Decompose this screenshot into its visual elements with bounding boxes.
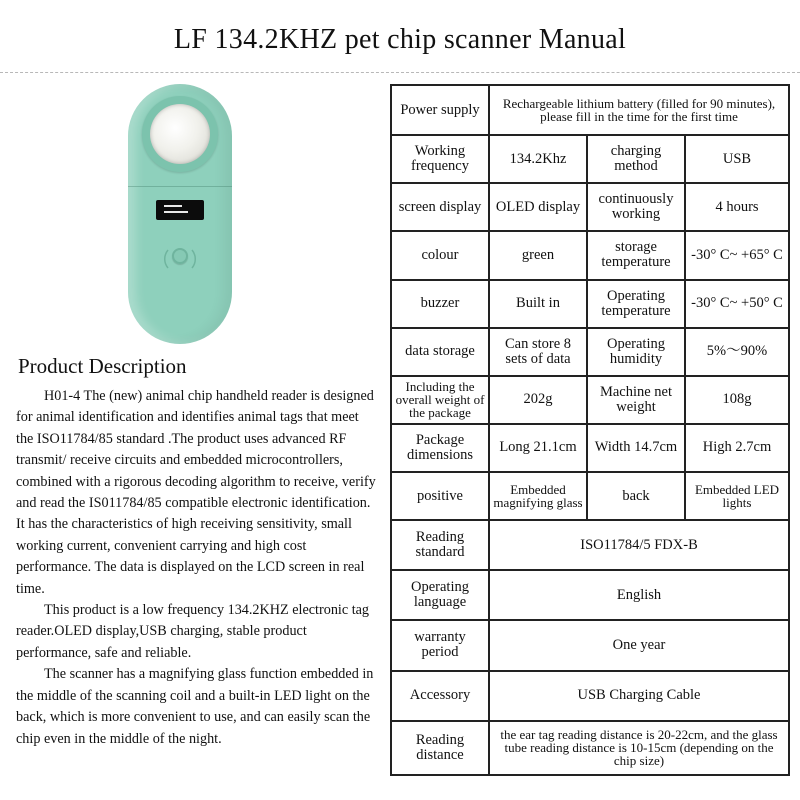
table-row	[391, 620, 789, 670]
spec-value: -30° C~ +50° C	[685, 280, 789, 328]
spec-label: Reading distance	[391, 721, 489, 775]
spec-label: Operating humidity	[587, 328, 685, 376]
spec-label: Package dimensions	[391, 424, 489, 472]
spec-label: Working frequency	[391, 135, 489, 183]
spec-label: storage temperature	[587, 231, 685, 279]
description-body	[16, 386, 378, 750]
table-row	[391, 135, 789, 183]
spec-label: Including the overall weight of the package	[391, 376, 489, 424]
spec-value: 4 hours	[685, 183, 789, 231]
spec-value: USB Charging Cable	[489, 671, 789, 721]
spec-label: warranty period	[391, 620, 489, 670]
spec-value: Long 21.1cm	[489, 424, 587, 472]
spec-value: the ear tag reading distance is 20-22cm, and the glass tube reading distance is 10-15cm (depending on the chip size)	[489, 721, 789, 775]
device-seam	[128, 186, 232, 187]
spec-value: 108g	[685, 376, 789, 424]
table-row	[391, 183, 789, 231]
table-row	[391, 328, 789, 376]
spec-label: Accessory	[391, 671, 489, 721]
spec-label: continuously working	[587, 183, 685, 231]
description-heading: Product Description	[18, 354, 187, 378]
table-row	[391, 280, 789, 328]
description-paragraph: H01-4 The (new) animal chip handheld reader is designed for animal identification and identifies animal tags that meet the ISO11784/85 standard .The product uses advanced RF transmit/ receive circuits and embedded microcontrollers, combined with a rigorous decoding algorithm to receive, verify and read the IS011784/85 compatible electronic identification. It has the characteristics of high receiving sensitivity, small working current, convenient carrying and high cost performance. The data is displayed on the LCD screen in real time.	[16, 388, 376, 597]
spec-value: Can store 8 sets of data	[489, 328, 587, 376]
spec-label: Operating language	[391, 570, 489, 620]
spec-value: USB	[685, 135, 789, 183]
spec-label: colour	[391, 231, 489, 279]
spec-value: English	[489, 570, 789, 620]
table-row	[391, 376, 789, 424]
spec-value: ISO11784/5 FDX-B	[489, 520, 789, 570]
spec-value: Built in	[489, 280, 587, 328]
spec-label: buzzer	[391, 280, 489, 328]
magnifier-ring	[142, 96, 218, 172]
spec-value: High 2.7cm	[685, 424, 789, 472]
spec-value: One year	[489, 620, 789, 670]
spec-label: screen display	[391, 183, 489, 231]
spec-label: Reading standard	[391, 520, 489, 570]
spec-value: 5%～90%	[685, 328, 789, 376]
oled-screen	[156, 200, 204, 220]
table-row	[391, 472, 789, 520]
table-row	[391, 570, 789, 620]
scanner-device-image	[128, 84, 232, 344]
description-paragraph: This product is a low frequency 134.2KHZ electronic tag reader.OLED display,USB charging, stable product performance, safe and reliable.	[16, 602, 370, 661]
spec-value: 202g	[489, 376, 587, 424]
spec-label: data storage	[391, 328, 489, 376]
spec-table	[390, 84, 790, 776]
table-row	[391, 520, 789, 570]
spec-value: OLED display	[489, 183, 587, 231]
title-divider	[0, 72, 800, 73]
scan-button	[172, 248, 188, 264]
table-row	[391, 721, 789, 775]
spec-value: Rechargeable lithium battery (filled for 90 minutes), please fill in the time for the first time	[489, 85, 789, 135]
spec-value: Width 14.7cm	[587, 424, 685, 472]
description-paragraph: The scanner has a magnifying glass function embedded in the middle of the scanning coil and a built-in LED light on the back, which is more convenient to use, and can easily scan the chip even in the middle of the night.	[16, 666, 374, 747]
spec-label: Power supply	[391, 85, 489, 135]
spec-value: Embedded magnifying glass	[489, 472, 587, 520]
spec-label: Operating temperature	[587, 280, 685, 328]
spec-value: green	[489, 231, 587, 279]
spec-value: 134.2Khz	[489, 135, 587, 183]
spec-label: charging method	[587, 135, 685, 183]
table-row	[391, 231, 789, 279]
spec-value: -30° C~ +65° C	[685, 231, 789, 279]
spec-value: Embedded LED lights	[685, 472, 789, 520]
table-row	[391, 85, 789, 135]
table-row	[391, 671, 789, 721]
magnifying-glass-icon	[150, 104, 210, 164]
table-row	[391, 424, 789, 472]
spec-label: back	[587, 472, 685, 520]
spec-label: Machine net weight	[587, 376, 685, 424]
spec-label: positive	[391, 472, 489, 520]
page-title: LF 134.2KHZ pet chip scanner Manual	[173, 24, 627, 55]
